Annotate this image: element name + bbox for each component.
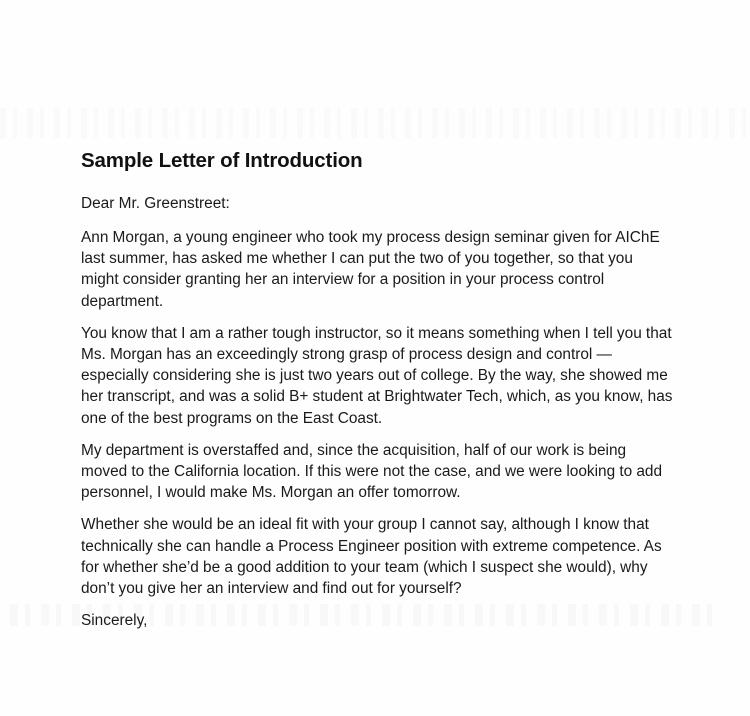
letter-paragraph: Ann Morgan, a young engineer who took my process design seminar given for AIChE last summer, has asked me whether I can put the two of you together, so that you might consider granting her an interview for a position in your process control department. [81, 229, 660, 310]
letter-closing: Sincerely, [81, 612, 148, 630]
letter-salutation: Dear Mr. Greenstreet: [81, 195, 230, 212]
letter-paragraph: My department is overstaffed and, since the acquisition, half of our work is being moved to the California location. If this were not the case, and we were looking to add personnel, I would make Ms. Morgan an offer tomorrow. [81, 441, 663, 502]
letter-paragraph: Whether she would be an ideal fit with your group I cannot say, although I know that technically she can handle a Process Engineer position with extreme competence. As for whether she’d be a good addition to your team (which I suspect she would), why don’t you give her an interview and find out for yourself? [81, 516, 662, 598]
scan-artifact-top [0, 108, 750, 138]
letter-body [81, 148, 673, 631]
page-title: Sample Letter of Introduction [81, 149, 363, 172]
letter-paragraph: You know that I am a rather tough instructor, so it means something when I tell you that Ms. Morgan has an exceedingly strong grasp of process design and control — especially considering she is just two years out of college. By the way, she showed me her transcript, and was a solid B+ student at Brightwater Tech, which, as you know, has one of the best programs on the East Coast. [81, 324, 673, 427]
